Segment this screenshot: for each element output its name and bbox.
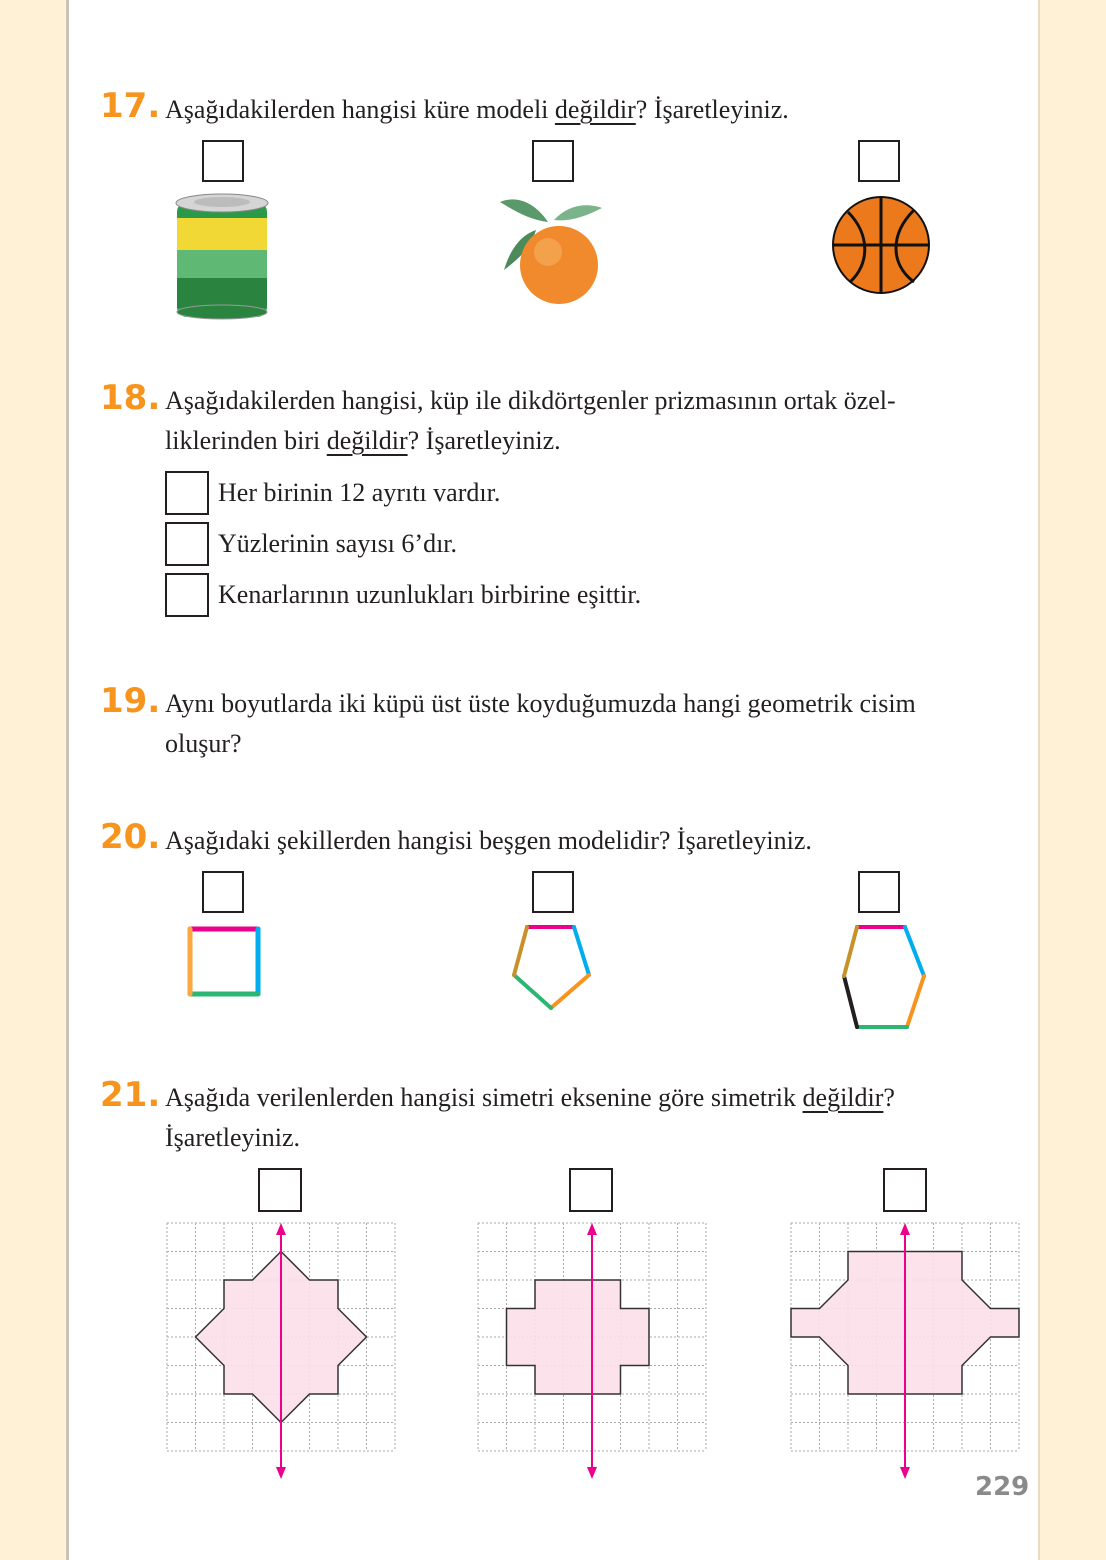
option-text: Yüzlerinin sayısı 6’dır. bbox=[218, 529, 458, 558]
pentagon-shape bbox=[514, 927, 589, 1008]
question-20-text: Aşağıdaki şekillerden hangisi beşgen modelidir? İşaretleyiniz. bbox=[165, 826, 812, 855]
question-number: 21. bbox=[100, 1075, 161, 1115]
option-text: Kenarlarının uzunlukları birbirine eşittir. bbox=[218, 580, 642, 609]
arrow-up-icon bbox=[587, 1223, 597, 1235]
page-margin-right bbox=[1038, 0, 1106, 1560]
square-shape bbox=[190, 929, 258, 994]
answer-checkbox[interactable] bbox=[165, 573, 209, 617]
figure-shape-2 bbox=[507, 1280, 650, 1394]
figure-shape-3 bbox=[791, 1252, 1019, 1395]
question-17-text: Aşağıdakilerden hangisi küre modeli değildir? İşaretleyiniz. bbox=[165, 95, 789, 124]
answer-checkbox[interactable] bbox=[165, 522, 209, 566]
arrow-up-icon bbox=[900, 1223, 910, 1235]
question-number: 19. bbox=[100, 681, 161, 721]
question-number: 20. bbox=[100, 817, 161, 857]
answer-checkbox[interactable] bbox=[258, 1168, 302, 1212]
arrow-down-icon bbox=[276, 1467, 286, 1479]
question-19-text: Aynı boyutlarda iki küpü üst üste koyduğumuzda hangi geometrik cisim oluşur? bbox=[165, 689, 916, 758]
answer-checkbox[interactable] bbox=[202, 871, 244, 913]
answer-checkbox[interactable] bbox=[202, 140, 244, 182]
arrow-up-icon bbox=[276, 1223, 286, 1235]
answer-checkbox[interactable] bbox=[858, 871, 900, 913]
option-text: Her birinin 12 ayrıtı vardır. bbox=[218, 478, 501, 507]
answer-checkbox[interactable] bbox=[532, 871, 574, 913]
orange-icon bbox=[496, 192, 606, 310]
answer-checkbox[interactable] bbox=[883, 1168, 927, 1212]
question-21-text: Aşağıda verilenlerden hangisi simetri eksenine göre simetrik değildir? İşaretleyiniz. bbox=[165, 1083, 895, 1152]
page-number: 229 bbox=[975, 1472, 1030, 1502]
arrow-down-icon bbox=[900, 1467, 910, 1479]
page-margin-left bbox=[0, 0, 69, 1560]
answer-checkbox[interactable] bbox=[532, 140, 574, 182]
can-icon bbox=[170, 190, 274, 326]
question-number: 18. bbox=[100, 378, 161, 418]
answer-checkbox[interactable] bbox=[569, 1168, 613, 1212]
question-number: 17. bbox=[100, 86, 161, 126]
answer-checkbox[interactable] bbox=[858, 140, 900, 182]
figure-shape-1 bbox=[196, 1252, 367, 1423]
hexagon-shape bbox=[844, 927, 924, 1027]
arrow-down-icon bbox=[587, 1467, 597, 1479]
answer-checkbox[interactable] bbox=[165, 471, 209, 515]
basketball-icon bbox=[830, 194, 932, 296]
question-18-text: Aşağıdakilerden hangisi, küp ile dikdörtgenler prizmasının ortak özel- liklerinden biri değildir? İşaretleyiniz. bbox=[165, 386, 896, 455]
